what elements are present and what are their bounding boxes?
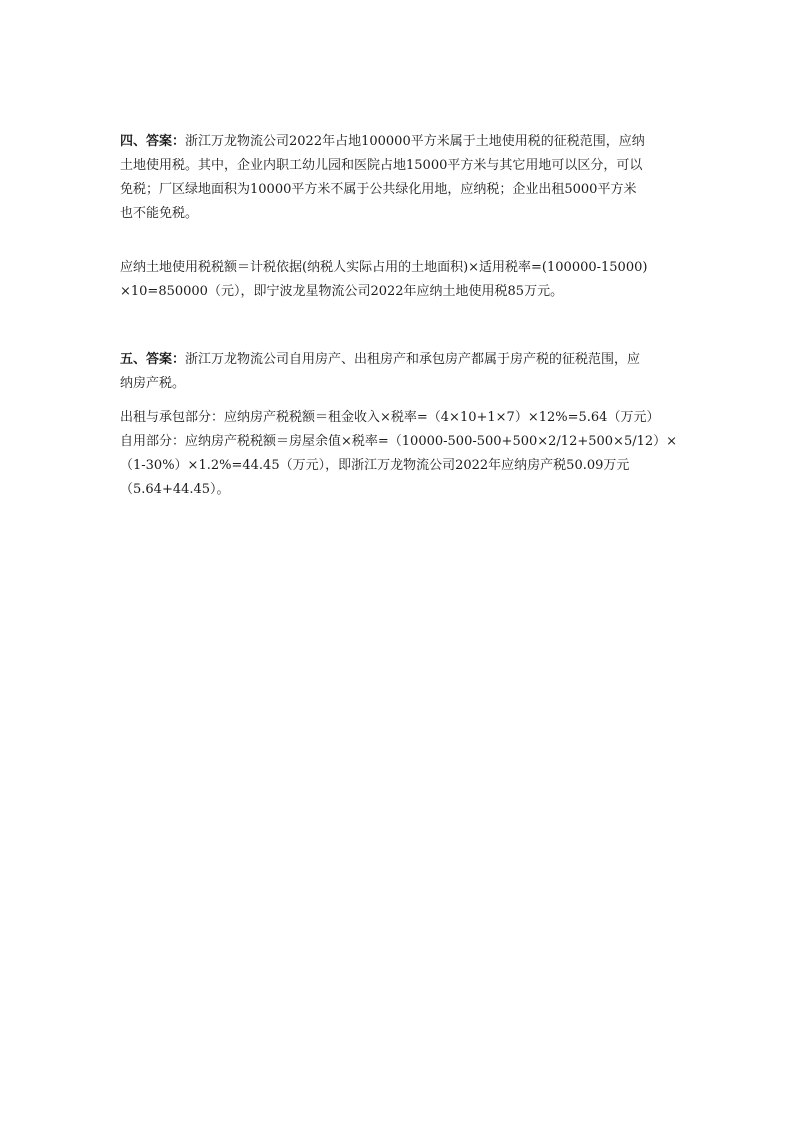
answer-five-line-2: 纳房产税。	[120, 376, 186, 391]
answer-five-calculation	[120, 406, 680, 502]
answer-four-calc-line-1: 应纳土地使用税税额＝计税依据(纳税人实际占用的土地面积)×适用税率=(100000-15000)	[120, 260, 648, 275]
answer-four-line-4: 也不能免税。	[120, 206, 199, 221]
answer-four-label: 四、答案：	[120, 134, 186, 149]
answer-five-paragraph	[120, 348, 680, 396]
answer-five-calc-line-4: （5.64+44.45）。	[120, 482, 230, 497]
answer-four-paragraph	[120, 130, 680, 226]
answer-four-line-2: 土地使用税。其中，企业内职工幼儿园和医院占地15000平方米与其它用地可以区分，可以	[120, 158, 643, 173]
answer-five-calc-line-2: 自用部分：应纳房产税税额＝房屋余值×税率=（10000-500-500+500×2/12+500×5/12）×	[120, 434, 678, 449]
answer-five-calc-line-3: （1-30%）×1.2%=44.45（万元），即浙江万龙物流公司2022年应纳房产税50.09万元	[120, 458, 630, 473]
answer-four-text-1: 浙江万龙物流公司2022年占地100000平方米属于土地使用税的征税范围，应纳	[185, 134, 645, 149]
answer-four-line-1	[120, 130, 680, 154]
answer-five-line-1	[120, 348, 680, 372]
answer-four-line-3: 免税；厂区绿地面积为10000平方米不属于公共绿化用地，应纳税；企业出租5000平方米	[120, 182, 637, 197]
answer-five-text-1: 浙江万龙物流公司自用房产、出租房产和承包房产都属于房产税的征税范围，应	[185, 352, 641, 367]
answer-five-calc-line-1: 出租与承包部分：应纳房产税税额＝租金收入×税率=（4×10+1×7）×12%=5.64（万元）	[120, 410, 660, 425]
answer-five-label: 五、答案：	[120, 352, 186, 367]
answer-four-calculation	[120, 256, 680, 304]
answer-four-calc-line-2: ×10=850000（元），即宁波龙星物流公司2022年应纳土地使用税85万元。	[120, 284, 564, 299]
